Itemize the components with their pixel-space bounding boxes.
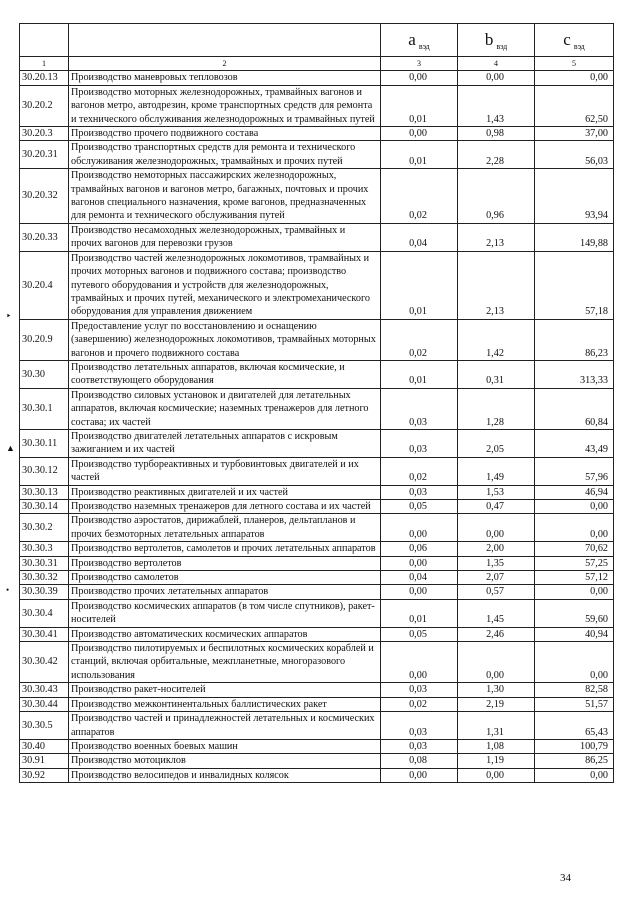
row-name: Производство вертолетов, самолетов и прочих летательных аппаратов xyxy=(69,542,381,556)
row-name: Производство частей железнодорожных локомотивов, трамвайных и прочих моторных вагонов и подвижного состава; производство путевого оборудования и устройств для железнодорожных, трамвайных и прочих путей, механического и электромеханического оборудования для управления движением xyxy=(69,251,381,319)
row-code: 30.30.3 xyxy=(20,542,69,556)
row-b-value: 2,46 xyxy=(458,627,535,641)
row-c-value: 149,88 xyxy=(535,223,614,251)
table-row xyxy=(20,319,614,360)
row-code: 30.91 xyxy=(20,754,69,768)
row-a-value: 0,03 xyxy=(381,739,458,753)
column-index: 5 xyxy=(535,57,614,71)
row-code: 30.30 xyxy=(20,360,69,388)
row-name: Предоставление услуг по восстановлению и оснащению (завершению) железнодорожных локомотивов, трамвайных моторных вагонов и прочего подвижного состава xyxy=(69,319,381,360)
row-b-value: 2,07 xyxy=(458,571,535,585)
row-name: Производство несамоходных железнодорожных, трамвайных и прочих вагонов для перевозки грузов xyxy=(69,223,381,251)
row-b-value: 0,00 xyxy=(458,71,535,85)
table-row xyxy=(20,571,614,585)
row-a-value: 0,03 xyxy=(381,388,458,429)
row-c-value: 56,03 xyxy=(535,141,614,169)
header-b: b $^{вэд}$ xyxy=(458,24,535,57)
row-c-value: 51,57 xyxy=(535,697,614,711)
row-c-value: 0,00 xyxy=(535,71,614,85)
row-b-value: 0,00 xyxy=(458,768,535,782)
row-b-value: 1,19 xyxy=(458,754,535,768)
row-name: Производство вертолетов xyxy=(69,556,381,570)
table-row xyxy=(20,457,614,485)
row-a-value: 0,02 xyxy=(381,319,458,360)
column-index: 3 xyxy=(381,57,458,71)
row-b-value: 1,43 xyxy=(458,85,535,126)
column-index: 1 xyxy=(20,57,69,71)
row-a-value: 0,00 xyxy=(381,556,458,570)
row-code: 30.30.39 xyxy=(20,585,69,599)
table-row xyxy=(20,627,614,641)
table-row xyxy=(20,599,614,627)
row-a-value: 0,03 xyxy=(381,485,458,499)
row-a-value: 0,01 xyxy=(381,85,458,126)
row-c-value: 0,00 xyxy=(535,642,614,683)
margin-mark-icon: ‣ xyxy=(6,311,12,321)
row-code: 30.92 xyxy=(20,768,69,782)
row-code: 30.20.32 xyxy=(20,169,69,224)
row-code: 30.20.33 xyxy=(20,223,69,251)
coefficients-table xyxy=(19,23,614,783)
header-name xyxy=(69,24,381,57)
row-code: 30.30.2 xyxy=(20,514,69,542)
row-code: 30.30.41 xyxy=(20,627,69,641)
row-b-value: 1,31 xyxy=(458,712,535,740)
row-c-value: 37,00 xyxy=(535,127,614,141)
table-row xyxy=(20,388,614,429)
row-code: 30.30.44 xyxy=(20,697,69,711)
row-c-value: 62,50 xyxy=(535,85,614,126)
row-name: Производство аэростатов, дирижаблей, планеров, дельтапланов и прочих безмоторных летательных аппаратов xyxy=(69,514,381,542)
table-row xyxy=(20,223,614,251)
row-a-value: 0,03 xyxy=(381,429,458,457)
row-code: 30.40 xyxy=(20,739,69,753)
table-row xyxy=(20,360,614,388)
table-row xyxy=(20,500,614,514)
table-row xyxy=(20,85,614,126)
row-b-value: 1,08 xyxy=(458,739,535,753)
row-c-value: 57,25 xyxy=(535,556,614,570)
row-name: Производство реактивных двигателей и их частей xyxy=(69,485,381,499)
row-c-value: 0,00 xyxy=(535,514,614,542)
row-c-value: 0,00 xyxy=(535,500,614,514)
column-index: 2 xyxy=(69,57,381,71)
row-a-value: 0,03 xyxy=(381,683,458,697)
row-c-value: 0,00 xyxy=(535,585,614,599)
row-c-value: 59,60 xyxy=(535,599,614,627)
row-code: 30.20.13 xyxy=(20,71,69,85)
row-name: Производство немоторных пассажирских железнодорожных, трамвайных вагонов и вагонов метро, багажных, почтовых и прочих вагонов специального назначения, кроме вагонов, предназначенных для ремонта и технического обслуживания путей xyxy=(69,169,381,224)
row-a-value: 0,05 xyxy=(381,500,458,514)
row-a-value: 0,00 xyxy=(381,768,458,782)
row-c-value: 93,94 xyxy=(535,169,614,224)
table-row xyxy=(20,169,614,224)
row-c-value: 86,25 xyxy=(535,754,614,768)
row-name: Производство межконтинентальных баллистических ракет xyxy=(69,697,381,711)
row-c-value: 65,43 xyxy=(535,712,614,740)
page-number: 34 xyxy=(560,872,571,884)
row-a-value: 0,01 xyxy=(381,141,458,169)
row-b-value: 2,13 xyxy=(458,251,535,319)
row-name: Производство пилотируемых и беспилотных космических кораблей и станций, включая орбитальные, межпланетные, многоразового использования xyxy=(69,642,381,683)
row-name: Производство двигателей летательных аппаратов с искровым зажиганием и их частей xyxy=(69,429,381,457)
row-name: Производство космических аппаратов (в том числе спутников), ракет-носителей xyxy=(69,599,381,627)
margin-mark-icon: • xyxy=(6,585,10,595)
row-name: Производство велосипедов и инвалидных колясок xyxy=(69,768,381,782)
row-code: 30.30.32 xyxy=(20,571,69,585)
table-row xyxy=(20,542,614,556)
row-code: 30.30.5 xyxy=(20,712,69,740)
row-name: Производство наземных тренажеров для летного состава и их частей xyxy=(69,500,381,514)
row-c-value: 40,94 xyxy=(535,627,614,641)
row-code: 30.20.31 xyxy=(20,141,69,169)
row-b-value: 0,47 xyxy=(458,500,535,514)
row-name: Производство автоматических космических аппаратов xyxy=(69,627,381,641)
row-b-value: 1,30 xyxy=(458,683,535,697)
header-code xyxy=(20,24,69,57)
row-name: Производство прочих летательных аппаратов xyxy=(69,585,381,599)
table-row xyxy=(20,141,614,169)
row-code: 30.30.43 xyxy=(20,683,69,697)
row-b-value: 0,31 xyxy=(458,360,535,388)
row-b-value: 0,57 xyxy=(458,585,535,599)
row-code: 30.30.12 xyxy=(20,457,69,485)
row-name: Производство силовых установок и двигателей для летательных аппаратов, включая космические; наземных тренажеров для летного состава; их частей xyxy=(69,388,381,429)
row-a-value: 0,03 xyxy=(381,712,458,740)
row-c-value: 60,84 xyxy=(535,388,614,429)
row-code: 30.20.3 xyxy=(20,127,69,141)
row-b-value: 1,28 xyxy=(458,388,535,429)
row-code: 30.20.4 xyxy=(20,251,69,319)
row-a-value: 0,00 xyxy=(381,127,458,141)
row-a-value: 0,08 xyxy=(381,754,458,768)
row-name: Производство турбореактивных и турбовинтовых двигателей и их частей xyxy=(69,457,381,485)
table-row xyxy=(20,768,614,782)
header-c: c $^{вэд}$ xyxy=(535,24,614,57)
table-row xyxy=(20,739,614,753)
row-name: Производство военных боевых машин xyxy=(69,739,381,753)
row-b-value: 1,42 xyxy=(458,319,535,360)
row-code: 30.30.13 xyxy=(20,485,69,499)
table-row xyxy=(20,697,614,711)
row-c-value: 100,79 xyxy=(535,739,614,753)
row-a-value: 0,02 xyxy=(381,697,458,711)
row-name: Производство мотоциклов xyxy=(69,754,381,768)
row-name: Производство транспортных средств для ремонта и технического обслуживания железнодорожных, трамвайных и прочих путей xyxy=(69,141,381,169)
row-c-value: 46,94 xyxy=(535,485,614,499)
row-b-value: 2,19 xyxy=(458,697,535,711)
row-c-value: 43,49 xyxy=(535,429,614,457)
row-a-value: 0,04 xyxy=(381,571,458,585)
row-code: 30.30.31 xyxy=(20,556,69,570)
row-c-value: 70,62 xyxy=(535,542,614,556)
row-name: Производство ракет-носителей xyxy=(69,683,381,697)
row-b-value: 0,00 xyxy=(458,514,535,542)
row-a-value: 0,00 xyxy=(381,585,458,599)
row-a-value: 0,00 xyxy=(381,642,458,683)
row-c-value: 0,00 xyxy=(535,768,614,782)
row-b-value: 1,53 xyxy=(458,485,535,499)
row-b-value: 2,28 xyxy=(458,141,535,169)
row-a-value: 0,06 xyxy=(381,542,458,556)
table-row xyxy=(20,754,614,768)
row-b-value: 0,00 xyxy=(458,642,535,683)
row-code: 30.20.9 xyxy=(20,319,69,360)
table-row xyxy=(20,71,614,85)
table-row xyxy=(20,556,614,570)
row-name: Производство прочего подвижного состава xyxy=(69,127,381,141)
table-row xyxy=(20,127,614,141)
row-a-value: 0,05 xyxy=(381,627,458,641)
row-name: Производство летательных аппаратов, включая космические, и соответствующего оборудования xyxy=(69,360,381,388)
row-b-value: 0,96 xyxy=(458,169,535,224)
table-row xyxy=(20,485,614,499)
table-row xyxy=(20,642,614,683)
row-a-value: 0,01 xyxy=(381,251,458,319)
table-row xyxy=(20,712,614,740)
row-a-value: 0,00 xyxy=(381,71,458,85)
table-row xyxy=(20,514,614,542)
row-b-value: 1,49 xyxy=(458,457,535,485)
row-a-value: 0,02 xyxy=(381,457,458,485)
row-code: 30.30.1 xyxy=(20,388,69,429)
row-c-value: 57,96 xyxy=(535,457,614,485)
table-row xyxy=(20,429,614,457)
row-b-value: 0,98 xyxy=(458,127,535,141)
row-name: Производство самолетов xyxy=(69,571,381,585)
row-code: 30.30.4 xyxy=(20,599,69,627)
row-a-value: 0,00 xyxy=(381,514,458,542)
table-row xyxy=(20,683,614,697)
row-b-value: 1,45 xyxy=(458,599,535,627)
header-row xyxy=(20,24,614,57)
column-index-row xyxy=(20,57,614,71)
row-b-value: 2,00 xyxy=(458,542,535,556)
header-a: a $^{вэд}$ xyxy=(381,24,458,57)
column-index: 4 xyxy=(458,57,535,71)
row-code: 30.20.2 xyxy=(20,85,69,126)
row-code: 30.30.42 xyxy=(20,642,69,683)
margin-mark-icon: ▲ xyxy=(6,443,15,453)
table-row xyxy=(20,251,614,319)
row-code: 30.30.14 xyxy=(20,500,69,514)
table-row xyxy=(20,585,614,599)
row-a-value: 0,01 xyxy=(381,599,458,627)
row-c-value: 57,18 xyxy=(535,251,614,319)
row-name: Производство маневровых тепловозов xyxy=(69,71,381,85)
row-c-value: 313,33 xyxy=(535,360,614,388)
row-code: 30.30.11 xyxy=(20,429,69,457)
row-a-value: 0,02 xyxy=(381,169,458,224)
row-b-value: 1,35 xyxy=(458,556,535,570)
row-b-value: 2,13 xyxy=(458,223,535,251)
row-c-value: 82,58 xyxy=(535,683,614,697)
row-b-value: 2,05 xyxy=(458,429,535,457)
row-a-value: 0,04 xyxy=(381,223,458,251)
row-name: Производство частей и принадлежностей летательных и космических аппаратов xyxy=(69,712,381,740)
row-c-value: 57,12 xyxy=(535,571,614,585)
row-a-value: 0,01 xyxy=(381,360,458,388)
row-c-value: 86,23 xyxy=(535,319,614,360)
row-name: Производство моторных железнодорожных, трамвайных вагонов и вагонов метро, автодрезин, кроме транспортных средств для ремонта и технического обслуживания железнодорожных и трамвайных путей xyxy=(69,85,381,126)
